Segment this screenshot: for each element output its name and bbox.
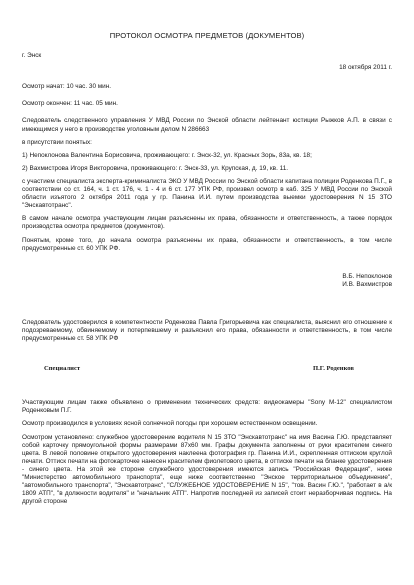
inspection-conditions: Осмотр производился в условиях ясной солнечной погоды при хорошем естественном освещении.	[22, 420, 318, 428]
witness-1: 1) Непоклонова Валентина Борисовича, проживающего: г. Энск-32, ул. Красных Зорь, 83а, кв. 18;	[22, 151, 312, 159]
document-place: г. Энск	[22, 52, 42, 60]
inspection-end-time: Осмотр окончен: 11 час. 05 мин.	[22, 100, 118, 108]
specialist-label: Специалист	[44, 365, 81, 373]
witness-signature-1: В.Б. Непоклонов	[342, 272, 392, 280]
specialist-participation: с участием специалиста эксперта-криминалиста ЭКО У МВД России по Энской области капитана полиции Роденкова П.Г., в соответствии со ст. 164, ч. 1 ст. 176, ч. 1 - 4 и 6 ст. 177 УПК РФ, произвел осмотр в каб. 325 У МВД России по Энской области изъятого 2 октября 2011 года у гр. Панина И.И. путем производства выемки удостоверения N 15 ЗТО "Энскавтотранс".	[22, 177, 392, 210]
inspection-start-time: Осмотр начат: 10 час. 30 мин.	[22, 83, 112, 91]
inspection-findings: Осмотром установлено: служебное удостоверение водителя N 15 ЗТО "Энскавтотранс" на имя Васина Г.Ю. представляет собой карточку прямоугольной формы размерами 87x60 мм. Графы документа заполнены от руки красителем синего цвета. В левой половине открытого удостоверения наклеена фотография гр. Панина И.И., скрепленная оттиском круглой печати. Оттиск печати на фотокарточке нанесен красителем фиолетового цвета, в оттиске печати на бланке удостоверения - синего цвета. На этой же стороне служебного удостоверения имеются запись "Российская Федерация", ниже "Министерство автомобильного транспорта", еще ниже соответственно "Энское территориальное объединение", "автомобильного транспорта", "Энскавтотранс", "СЛУЖЕБНОЕ УДОСТОВЕРЕНИЕ N 15", "тов. Васин Г.Ю.", "работает в а/к 1809 АТП", "в должности водителя" и "начальник АТП". Напротив последней из записей стоит неразборчивая подпись. На другой стороне	[22, 433, 392, 506]
specialist-competence: Следователь удостоверился в компетентности Роденкова Павла Григорьевича как специалиста, выяснил его отношение к подозреваемому, обвиняемому и потерпевшему и разъяснил его права, обязанности и ответственность, в том числе предусмотренные ст. 58 УПК РФ	[22, 318, 392, 343]
document-title: ПРОТОКОЛ ОСМОТРА ПРЕДМЕТОВ (ДОКУМЕНТОВ)	[109, 31, 305, 40]
witness-signatures	[22, 273, 392, 289]
document-date: 18 октября 2011 г.	[339, 64, 392, 72]
witness-rights-explained: Понятым, кроме того, до начала осмотра разъяснены их права, обязанности и ответственность, в том числе предусмотренные ст. 60 УПК РФ.	[22, 236, 392, 252]
witnesses-header: в присутствии понятых:	[22, 138, 92, 146]
investigator-intro: Следователь следственного управления У МВД России по Энской области лейтенант юстиции Рыжков А.П. в связи с имеющимся у него в производстве уголовным делом N 286663	[22, 117, 392, 133]
witness-signature-2: И.В. Вахмистров	[342, 280, 392, 288]
rights-explained: В самом начале осмотра участвующим лицам разъяснены их права, обязанности и ответственность, а также порядок производства осмотра предметов (документов).	[22, 215, 392, 231]
witness-2: 2) Вахмистрова Игоря Викторовича, проживающего: г. Энск-33, ул. Крупская, д. 19, кв. 11.	[22, 164, 289, 172]
technical-means: Участвующим лицам также объявлено о применении технических средств: видеокамеры "Sony M-12" специалистом Роденковым П.Г.	[22, 399, 392, 415]
specialist-signature-row	[22, 365, 392, 373]
specialist-name: П.Г. Роденков	[313, 365, 354, 373]
